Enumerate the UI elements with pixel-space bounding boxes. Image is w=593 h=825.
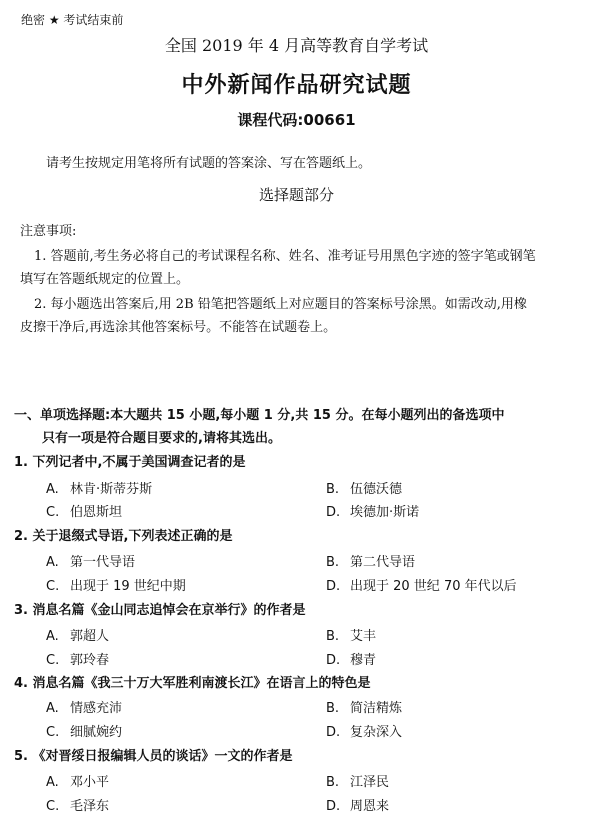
question-3-stem: 3. 消息名篇《金山同志追悼会在京举行》的作者是	[14, 603, 306, 618]
option-text: 情感充沛	[70, 701, 123, 716]
question-4-stem: 4. 消息名篇《我三十万大军胜利南渡长江》在语言上的特色是	[14, 676, 371, 691]
option-text: 毛泽东	[70, 799, 110, 814]
option-text: 伍德沃德	[350, 482, 403, 497]
option-letter: C.	[46, 579, 60, 594]
option-letter: A.	[46, 555, 59, 570]
option-text: 复杂深入	[350, 725, 403, 740]
option-text: 埃德加·斯诺	[350, 505, 420, 520]
question-3-option-a	[46, 625, 109, 644]
question-4-option-d	[326, 721, 402, 740]
option-letter: C.	[46, 653, 60, 668]
option-text: 第二代导语	[350, 555, 416, 570]
question-2-option-b	[326, 551, 415, 570]
question-5-option-b	[326, 771, 389, 790]
note-item-2-line-1: 2. 每小题选出答案后,用 2B 铅笔把答题纸上对应题目的答案标号涂黑。如需改动,用橡	[34, 297, 527, 312]
option-letter: D.	[326, 505, 341, 520]
option-text: 周恩来	[350, 799, 390, 814]
option-letter: D.	[326, 725, 341, 740]
option-text: 细腻婉约	[70, 725, 123, 740]
question-3-option-b	[326, 625, 376, 644]
question-3-option-c	[46, 649, 109, 668]
option-text: 艾丰	[350, 629, 377, 644]
question-1-option-d	[326, 501, 419, 520]
question-1-stem: 1. 下列记者中,不属于美国调查记者的是	[14, 455, 246, 470]
option-letter: C.	[46, 799, 60, 814]
option-text: 出现于 20 世纪 70 年代以后	[350, 579, 517, 594]
option-text: 郭超人	[70, 629, 110, 644]
question-5-stem: 5. 《对晋绥日报编辑人员的谈话》一文的作者是	[14, 749, 293, 764]
option-text: 出现于 19 世纪中期	[70, 579, 186, 594]
note-item-1-line-1: 1. 答题前,考生务必将自己的考试课程名称、姓名、准考证号用黑色字迹的签字笔或钢笔	[34, 249, 536, 264]
option-text: 江泽民	[350, 775, 390, 790]
option-text: 伯恩斯坦	[70, 505, 123, 520]
part-one-heading-line-2: 只有一项是符合题目要求的,请将其选出。	[42, 431, 281, 446]
confidential-label: 绝密 ★ 考试结束前	[21, 13, 124, 27]
option-letter: D.	[326, 799, 341, 814]
question-1-option-c	[46, 501, 122, 520]
option-letter: C.	[46, 505, 60, 520]
option-letter: B.	[326, 775, 340, 790]
option-text: 简洁精炼	[350, 701, 403, 716]
notes-heading: 注意事项:	[20, 224, 77, 239]
question-5-option-a	[46, 771, 109, 790]
question-4-option-a	[46, 697, 122, 716]
question-1-option-b	[326, 478, 402, 497]
option-text: 林肯·斯蒂芬斯	[70, 482, 153, 497]
exam-session-line: 全国 2019 年 4 月高等教育自学考试	[164, 36, 429, 55]
option-letter: A.	[46, 629, 59, 644]
option-letter: C.	[46, 725, 60, 740]
general-instruction: 请考生按规定用笔将所有试题的答案涂、写在答题纸上。	[46, 156, 372, 171]
option-letter: A.	[46, 701, 59, 716]
course-code: 课程代码:00661	[237, 111, 356, 129]
question-5-option-c	[46, 795, 109, 814]
option-letter: D.	[326, 653, 341, 668]
option-letter: B.	[326, 482, 340, 497]
question-2-stem: 2. 关于退缀式导语,下列表述正确的是	[14, 529, 233, 544]
option-text: 第一代导语	[70, 555, 136, 570]
exam-title: 中外新闻作品研究试题	[181, 73, 412, 98]
question-3-option-d	[326, 649, 376, 668]
part-one-heading: 一、单项选择题:本大题共 15 小题,每小题 1 分,共 15 分。在每小题列出的备选项中	[14, 408, 505, 423]
note-item-2-line-2: 皮擦干净后,再选涂其他答案标号。不能答在试题卷上。	[20, 320, 337, 335]
note-item-1-line-2: 填写在答题纸规定的位置上。	[20, 272, 190, 287]
option-text: 穆青	[350, 653, 377, 668]
option-letter: B.	[326, 629, 340, 644]
question-2-option-d	[326, 575, 517, 594]
option-letter: D.	[326, 579, 341, 594]
option-letter: B.	[326, 555, 340, 570]
question-4-option-b	[326, 697, 402, 716]
option-text: 郭玲春	[70, 653, 110, 668]
option-letter: B.	[326, 701, 340, 716]
option-letter: A.	[46, 775, 59, 790]
question-2-option-a	[46, 551, 135, 570]
question-1-option-a	[46, 478, 152, 497]
question-4-option-c	[46, 721, 122, 740]
option-text: 邓小平	[70, 775, 110, 790]
question-5-option-d	[326, 795, 389, 814]
section-title: 选择题部分	[258, 186, 334, 204]
question-2-option-c	[46, 575, 186, 594]
option-letter: A.	[46, 482, 59, 497]
